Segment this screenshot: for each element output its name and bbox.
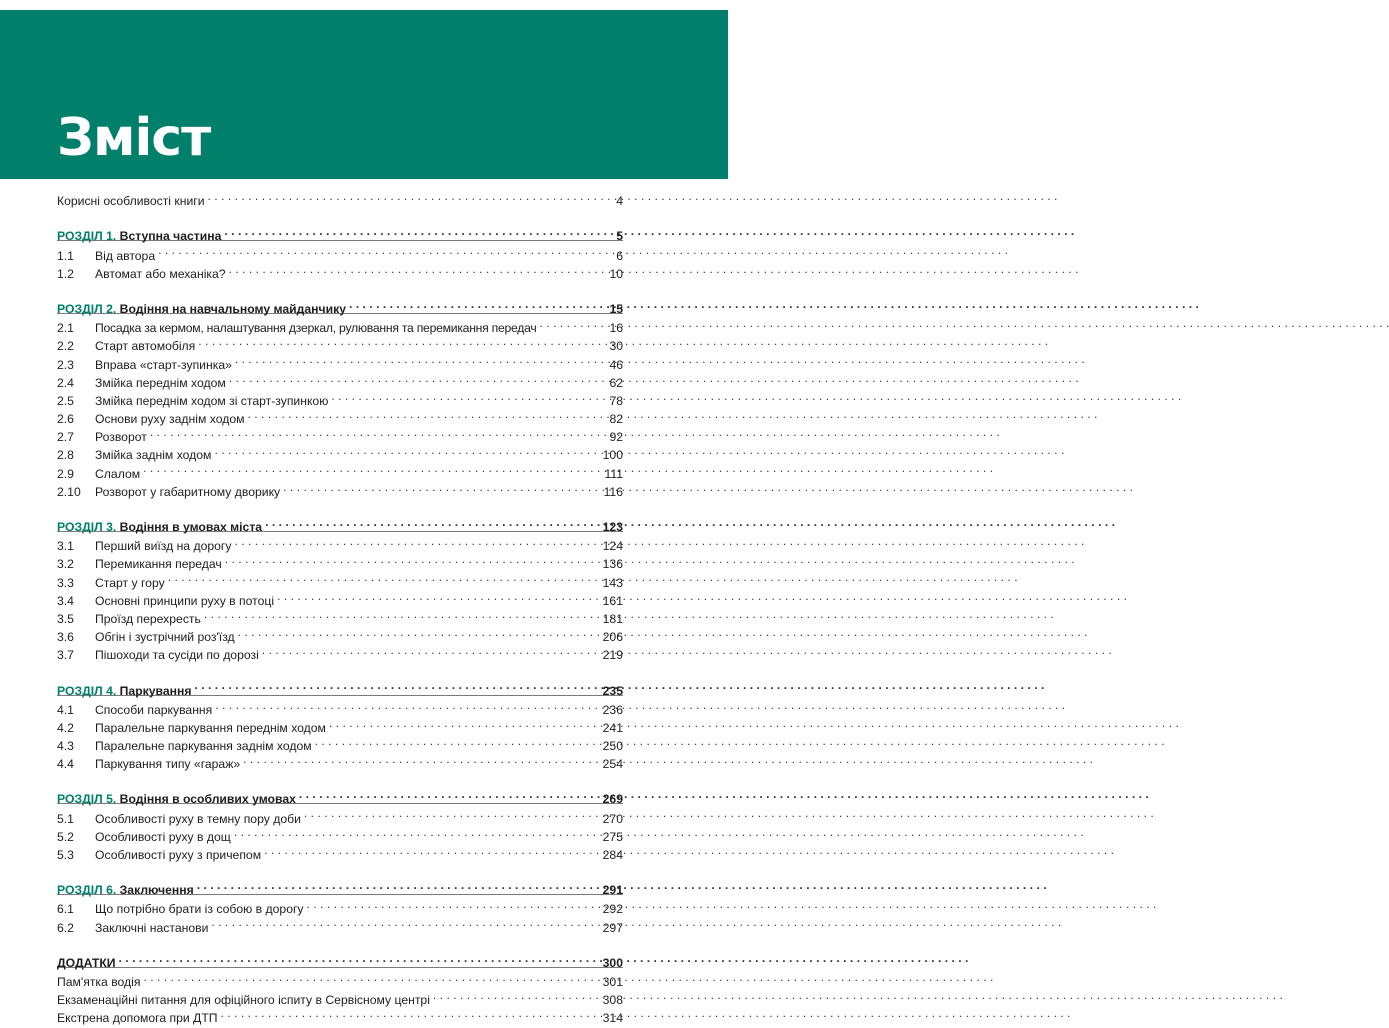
toc-entry-text: Розворот у габаритному дворику	[95, 484, 281, 499]
dot-leader	[229, 260, 607, 278]
dot-leader	[262, 641, 600, 659]
section-heading[interactable]	[57, 676, 623, 698]
toc-entry-number: 3.6	[57, 630, 74, 645]
section-block	[57, 676, 623, 772]
toc-entry-text: Паралельне паркування заднім ходом	[95, 739, 312, 754]
toc-entry[interactable]	[57, 478, 623, 499]
toc-entry-page: 4	[616, 194, 623, 209]
section-page: 269	[602, 792, 623, 807]
dot-leader	[234, 532, 599, 550]
section-label: РОЗДІЛ 5.	[57, 792, 117, 807]
section-page: 5	[616, 229, 623, 244]
toc-entry-number: 1.2	[57, 266, 74, 281]
toc-entry[interactable]	[57, 587, 623, 608]
toc-entry-text: Автомат або механіка?	[95, 266, 226, 281]
dot-leader	[315, 732, 600, 750]
appendix-entry[interactable]	[57, 986, 623, 1008]
top-margin	[0, 0, 728, 10]
toc-entry[interactable]	[57, 387, 623, 408]
dot-leader	[243, 750, 600, 768]
toc-entry-number: 2.5	[57, 393, 74, 408]
toc-entry[interactable]	[57, 841, 623, 862]
dot-leader	[119, 949, 600, 967]
dot-leader	[204, 605, 600, 623]
toc-entry-number: 2.3	[57, 357, 74, 372]
section-heading[interactable]	[57, 295, 623, 316]
dot-leader	[214, 441, 599, 459]
appendix-title: ДОДАТКИ	[57, 955, 116, 970]
section-heading[interactable]	[57, 513, 623, 534]
toc-entry-page: 100	[602, 448, 623, 463]
dot-leader	[247, 405, 606, 423]
toc-entry-text: Змійка заднім ходом	[95, 448, 212, 463]
toc-entry-page: 206	[602, 630, 623, 645]
dot-leader	[299, 785, 600, 803]
toc-entry-page: 124	[602, 539, 623, 554]
dot-leader	[194, 676, 599, 694]
toc-entry-text: Від автора	[95, 248, 156, 263]
toc-entry-page: 254	[602, 757, 623, 772]
toc-entry[interactable]	[57, 441, 623, 463]
toc-entry-text: Старт автомобіля	[95, 339, 196, 354]
toc-entry-number: 3.5	[57, 611, 74, 626]
toc-entry-text: Змійка переднім ходом зі старт-зупинкою	[95, 393, 329, 408]
dot-leader	[225, 550, 600, 568]
section-title: Паркування	[119, 683, 192, 698]
toc-entry-text: Вправа «старт-зупинка»	[95, 357, 232, 372]
toc-entry[interactable]	[57, 350, 623, 372]
dot-leader	[229, 369, 607, 387]
toc-entry-text: Перемикання передач	[95, 557, 222, 572]
toc-entry-text: Особливості руху в темну пору доби	[95, 811, 301, 826]
appendix-entry[interactable]	[57, 1004, 623, 1026]
toc-intro-entry[interactable]	[57, 187, 623, 209]
toc-entry[interactable]	[57, 714, 623, 735]
toc-entry-page: 250	[602, 739, 623, 754]
toc-entry[interactable]	[57, 241, 623, 263]
dot-leader	[143, 968, 599, 986]
toc-entry-page: 92	[609, 430, 623, 445]
toc-entry-text: Екзаменаційні питання для офіційного іспиту в Сервісному центрі	[57, 993, 430, 1008]
toc-entry[interactable]	[57, 532, 623, 554]
toc-entry-page: 10	[609, 266, 623, 281]
section-label: РОЗДІЛ 1.	[57, 229, 117, 244]
toc-entry-page: 6	[616, 248, 623, 263]
section-page: 291	[602, 883, 623, 898]
appendix-block	[57, 949, 623, 1026]
toc-entry[interactable]	[57, 732, 623, 754]
toc-entry-number: 3.2	[57, 557, 74, 572]
toc-entry-text: Паралельне паркування переднім ходом	[95, 720, 326, 735]
toc-entry[interactable]	[57, 804, 623, 826]
toc-entry-number: 3.7	[57, 648, 74, 663]
toc-entry-number: 2.8	[57, 448, 74, 463]
section-label: РОЗДІЛ 6.	[57, 883, 117, 898]
toc-entry-number: 3.1	[57, 539, 74, 554]
page-title: Зміст	[57, 108, 211, 168]
dot-leader	[143, 459, 601, 477]
dot-leader	[211, 913, 599, 931]
toc-entry-page: 161	[602, 593, 623, 608]
toc-entry-number: 2.1	[57, 321, 74, 336]
appendix-page: 300	[602, 955, 623, 970]
toc-entry-page: 236	[602, 702, 623, 717]
toc-entry-text: Корисні особливості книги	[57, 194, 205, 209]
toc-entry-number: 5.1	[57, 811, 74, 826]
toc-entry-page: 219	[602, 648, 623, 663]
toc-entry-text: Що потрібно брати із собою в дорогу	[95, 902, 304, 917]
section-heading[interactable]	[57, 222, 623, 244]
toc-entry-page: 143	[602, 575, 623, 590]
section-block	[57, 295, 623, 499]
toc-entry-page: 78	[609, 393, 623, 408]
toc-entry-text: Розворот	[95, 430, 147, 445]
toc-entry-number: 5.2	[57, 829, 74, 844]
dot-leader	[168, 568, 600, 586]
toc-entry-number: 2.4	[57, 375, 74, 390]
toc-entry-page: 301	[602, 974, 623, 989]
toc-entry-number: 4.1	[57, 702, 74, 717]
dot-leader	[307, 895, 600, 913]
toc-entry-number: 4.3	[57, 739, 74, 754]
section-block	[57, 513, 623, 663]
toc-entry-page: 62	[609, 375, 623, 390]
section-label: РОЗДІЛ 3.	[57, 520, 117, 534]
toc-entry-text: Проїзд перехресть	[95, 611, 201, 626]
toc-entry[interactable]	[57, 405, 623, 427]
toc-entry-page: 292	[602, 902, 623, 917]
toc-entry-number: 3.3	[57, 575, 74, 590]
toc-entry-text: Основні принципи руху в потоці	[95, 593, 275, 608]
toc-entry[interactable]	[57, 623, 623, 645]
dot-leader	[264, 841, 600, 859]
toc-entry[interactable]	[57, 605, 623, 626]
toc-entry[interactable]	[57, 641, 623, 663]
toc-entry-number: 2.7	[57, 430, 74, 445]
toc-entry-number: 2.2	[57, 339, 74, 354]
toc-entry-page: 181	[602, 611, 623, 626]
section-page: 235	[602, 683, 623, 698]
toc-entry[interactable]	[57, 823, 623, 844]
toc-entry-number: 3.4	[57, 593, 74, 608]
section-label: РОЗДІЛ 4.	[57, 683, 117, 698]
toc-entry-text: Пам'ятка водія	[57, 974, 141, 989]
toc-entry[interactable]	[57, 260, 623, 281]
toc-entry-number: 4.2	[57, 720, 74, 735]
toc-entry-text: Способи паркування	[95, 702, 213, 717]
toc-entry-text: Змійка переднім ходом	[95, 375, 226, 390]
dot-leader	[283, 478, 600, 496]
dot-leader	[215, 696, 599, 714]
dot-leader	[433, 986, 600, 1004]
toc-entry-page: 270	[602, 811, 623, 826]
toc-entry-text: Основи руху заднім ходом	[95, 412, 245, 427]
dot-leader	[331, 387, 606, 405]
section-block	[57, 785, 623, 862]
section-page: 15	[609, 301, 623, 316]
toc-entry-text: Обгін і зустрічний роз'їзд	[95, 630, 235, 645]
toc-entry-number: 6.1	[57, 902, 74, 917]
toc-entry[interactable]	[57, 568, 623, 590]
toc-entry-text: Пішоходи та сусіди по дорозі	[95, 648, 259, 663]
toc-entry-page: 111	[604, 466, 623, 481]
toc-entry-page: 46	[609, 357, 623, 372]
dot-leader	[224, 222, 610, 240]
dot-leader	[198, 332, 606, 350]
section-block	[57, 876, 623, 935]
section-title: Вступна частина	[119, 229, 222, 244]
toc-entry-number: 6.2	[57, 920, 74, 935]
title-banner	[0, 10, 728, 179]
toc-entry-page: 314	[602, 1011, 623, 1026]
toc-entry-page: 308	[602, 993, 623, 1008]
dot-leader	[349, 295, 606, 313]
dot-leader	[221, 1004, 600, 1022]
toc-entry-number: 5.3	[57, 848, 74, 862]
section-title: Водіння в особливих умовах	[119, 792, 296, 807]
toc-entry-text: Перший виїзд на дорогу	[95, 539, 232, 554]
dot-leader	[304, 804, 600, 822]
toc-entry-page: 275	[602, 829, 623, 844]
dot-leader	[265, 513, 600, 531]
dot-leader	[197, 876, 600, 894]
toc-entry-text: Заключні настанови	[95, 920, 209, 935]
toc-entry-text: Посадка за кермом, налаштування дзеркал, рулювання та перемикання передач	[95, 321, 537, 336]
toc-entry-text: Старт у гору	[95, 575, 165, 590]
toc-entry-page: 241	[602, 720, 623, 735]
toc-entry-text: Паркування типу «гараж»	[95, 757, 241, 772]
toc-entry-number: 2.6	[57, 412, 74, 427]
toc-entry[interactable]	[57, 913, 623, 935]
toc-entry[interactable]	[57, 696, 623, 717]
toc-entry-number: 1.1	[57, 248, 74, 263]
dot-leader	[150, 423, 607, 441]
section-heading[interactable]	[57, 785, 623, 807]
toc-entry[interactable]	[57, 423, 623, 445]
toc-entry-page: 30	[609, 339, 623, 354]
dot-leader	[234, 823, 600, 841]
toc-entry-page: 136	[602, 557, 623, 572]
toc-entry[interactable]	[57, 369, 623, 390]
toc-entry-number: 4.4	[57, 757, 74, 772]
toc-entry[interactable]	[57, 332, 623, 354]
toc-entry-text: Екстрена допомога при ДТП	[57, 1011, 218, 1026]
section-title: Водіння на навчальному майданчику	[119, 301, 346, 316]
toc-entry[interactable]	[57, 750, 623, 772]
toc-entry-page: 297	[602, 920, 623, 935]
toc-entry-page: 16	[609, 321, 623, 336]
toc-entry[interactable]	[57, 314, 623, 336]
dot-leader	[158, 241, 610, 259]
dot-leader	[238, 623, 600, 641]
toc-entry[interactable]	[57, 459, 623, 481]
toc-entry[interactable]	[57, 550, 623, 572]
table-of-contents	[57, 187, 623, 1026]
toc-entry-text: Особливості руху з причепом	[95, 848, 262, 862]
section-block	[57, 222, 623, 281]
dot-leader	[540, 314, 607, 332]
section-label: РОЗДІЛ 2.	[57, 301, 117, 316]
section-title: Водіння в умовах міста	[119, 520, 263, 534]
toc-entry[interactable]	[57, 895, 623, 917]
dot-leader	[208, 187, 610, 205]
toc-entry-text: Слалом	[95, 466, 141, 481]
dot-leader	[329, 714, 600, 732]
toc-entry-number: 2.10	[57, 484, 81, 499]
toc-entry-page: 116	[603, 484, 623, 499]
toc-entry-page: 82	[609, 412, 623, 427]
section-heading[interactable]	[57, 876, 623, 898]
section-title: Заключення	[119, 883, 194, 898]
toc-entry-number: 2.9	[57, 466, 74, 481]
dot-leader	[235, 350, 607, 368]
toc-entry-page: 284	[602, 848, 623, 862]
appendix-entry[interactable]	[57, 968, 623, 989]
section-page: 123	[602, 520, 623, 534]
dot-leader	[277, 587, 600, 605]
appendix-heading[interactable]	[57, 949, 623, 970]
toc-entry-text: Особливості руху в дощ	[95, 829, 231, 844]
